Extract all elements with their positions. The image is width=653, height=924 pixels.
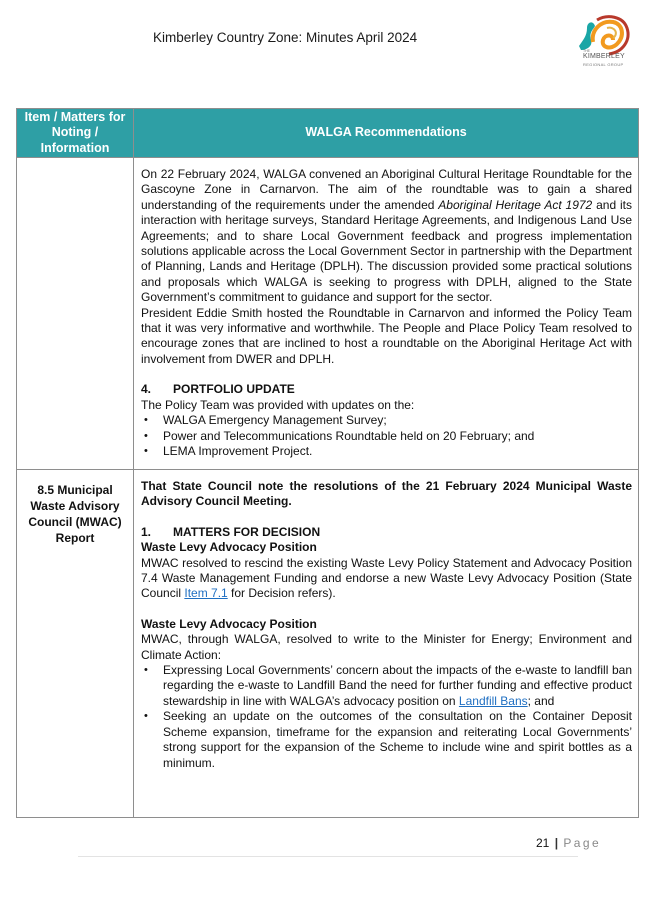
subsection-text <box>141 556 632 602</box>
subsection-title: Waste Levy Advocacy Position <box>141 540 317 555</box>
list-item: • LEMA Improvement Project. <box>141 444 632 459</box>
list-item-text: Expressing Local Governments’ concern about the impacts of the e-waste to landfill ban regarding the e-waste to Landfill Band the need for further funding and effective product stewardship in line with WALGA’s advocacy position on <box>163 663 632 708</box>
section-title: PORTFOLIO UPDATE <box>173 382 295 397</box>
page-footer <box>536 836 601 850</box>
footer-divider <box>78 856 578 857</box>
section-heading <box>141 382 632 397</box>
walga-recommendations-table <box>16 108 639 818</box>
document-header-title: Kimberley Country Zone: Minutes April 2024 <box>153 30 418 45</box>
page-label: Page <box>563 836 602 850</box>
list-item-text: ; and <box>527 693 555 708</box>
table-header-row <box>17 109 639 158</box>
list-item <box>141 663 632 709</box>
act-title: Aboriginal Heritage Act 1972 <box>438 197 593 212</box>
logo-text-sub: REGIONAL GROUP <box>583 62 624 67</box>
column-header-item: Item / Matters for Noting / Information <box>17 109 134 158</box>
paragraph-text: and its interaction with heritage surveys, Standard Heritage Agreements, and Indigenous Land Use Agreements; and to share Local Government feedback and progress implementation solutions applicable across the Local Government Sector in partnership with the Department of Planning, Lands and Heritage (DPLH). The discussion provided some practical solutions and proposals which WALGA is seeking to progress with DPLH, aligned to the State Government’s commitment to guidance and support for the sector. <box>141 197 632 305</box>
portfolio-update-list <box>141 413 632 459</box>
logo-text-main: KIMBERLEY <box>583 53 625 60</box>
subsection-title: Waste Levy Advocacy Position <box>141 616 317 631</box>
item-7-1-link[interactable]: Item 7.1 <box>184 586 228 601</box>
minister-actions-list <box>141 663 632 771</box>
logo-text-small: THE <box>583 49 590 53</box>
list-item: • Power and Telecommunications Roundtable held on 20 February; and <box>141 429 632 444</box>
paragraph-text: On 22 February 2024, WALGA convened an Aboriginal Cultural Heritage Roundtable for the Gascoyne Zone in Carnarvon. The aim of the roundtable was to gain a shared understanding of the requirements under the amended <box>141 167 632 212</box>
recommendation-cell <box>134 158 639 470</box>
page-number: 21 <box>536 836 550 850</box>
landfill-bans-link[interactable]: Landfill Bans <box>458 693 528 708</box>
resolution-text: That State Council note the resolutions of the 21 February 2024 Municipal Waste Advisory Council Meeting. <box>141 479 632 509</box>
item-cell <box>17 158 134 470</box>
section-heading <box>141 525 632 540</box>
paragraph-text: MWAC resolved to rescind the existing Waste Levy Policy Statement and Advocacy Position 7.4 Waste Management Funding and endorse a new Waste Levy Advocacy Position (State Council <box>141 555 632 601</box>
president-paragraph: President Eddie Smith hosted the Roundtable in Carnarvon and informed the Policy Team that it was very informative and worthwhile. The People and Place Policy Team resolved to encourage zones that are inclined to host a roundtable on the Aboriginal Heritage Act with involvement from DWER and DPLH. <box>141 305 632 366</box>
paragraph-text: for Decision refers). <box>227 586 336 601</box>
section-title: MATTERS FOR DECISION <box>173 524 321 539</box>
column-header-recommendations: WALGA Recommendations <box>134 109 639 158</box>
roundtable-paragraph <box>141 167 632 306</box>
table-row <box>17 158 639 470</box>
section-number: 4. <box>141 382 152 397</box>
section-number: 1. <box>141 524 152 539</box>
item-cell: 8.5 Municipal Waste Advisory Council (MWAC) Report <box>17 470 134 818</box>
list-item: • Seeking an update on the outcomes of the consultation on the Container Deposit Scheme expansion, timeframe for the expansion and reiterating Local Governments’ strong support for the expansion of the Scheme to include wine and spirit bottles as a minimum. <box>141 709 632 771</box>
section-intro: The Policy Team was provided with updates on the: <box>141 397 415 412</box>
table-row <box>17 470 639 818</box>
page-separator: | <box>554 836 559 850</box>
subsection-text: MWAC, through WALGA, resolved to write to the Minister for Energy; Environment and Climate Action: <box>141 632 632 662</box>
list-item: • WALGA Emergency Management Survey; <box>141 413 632 428</box>
recommendation-cell <box>134 470 639 818</box>
